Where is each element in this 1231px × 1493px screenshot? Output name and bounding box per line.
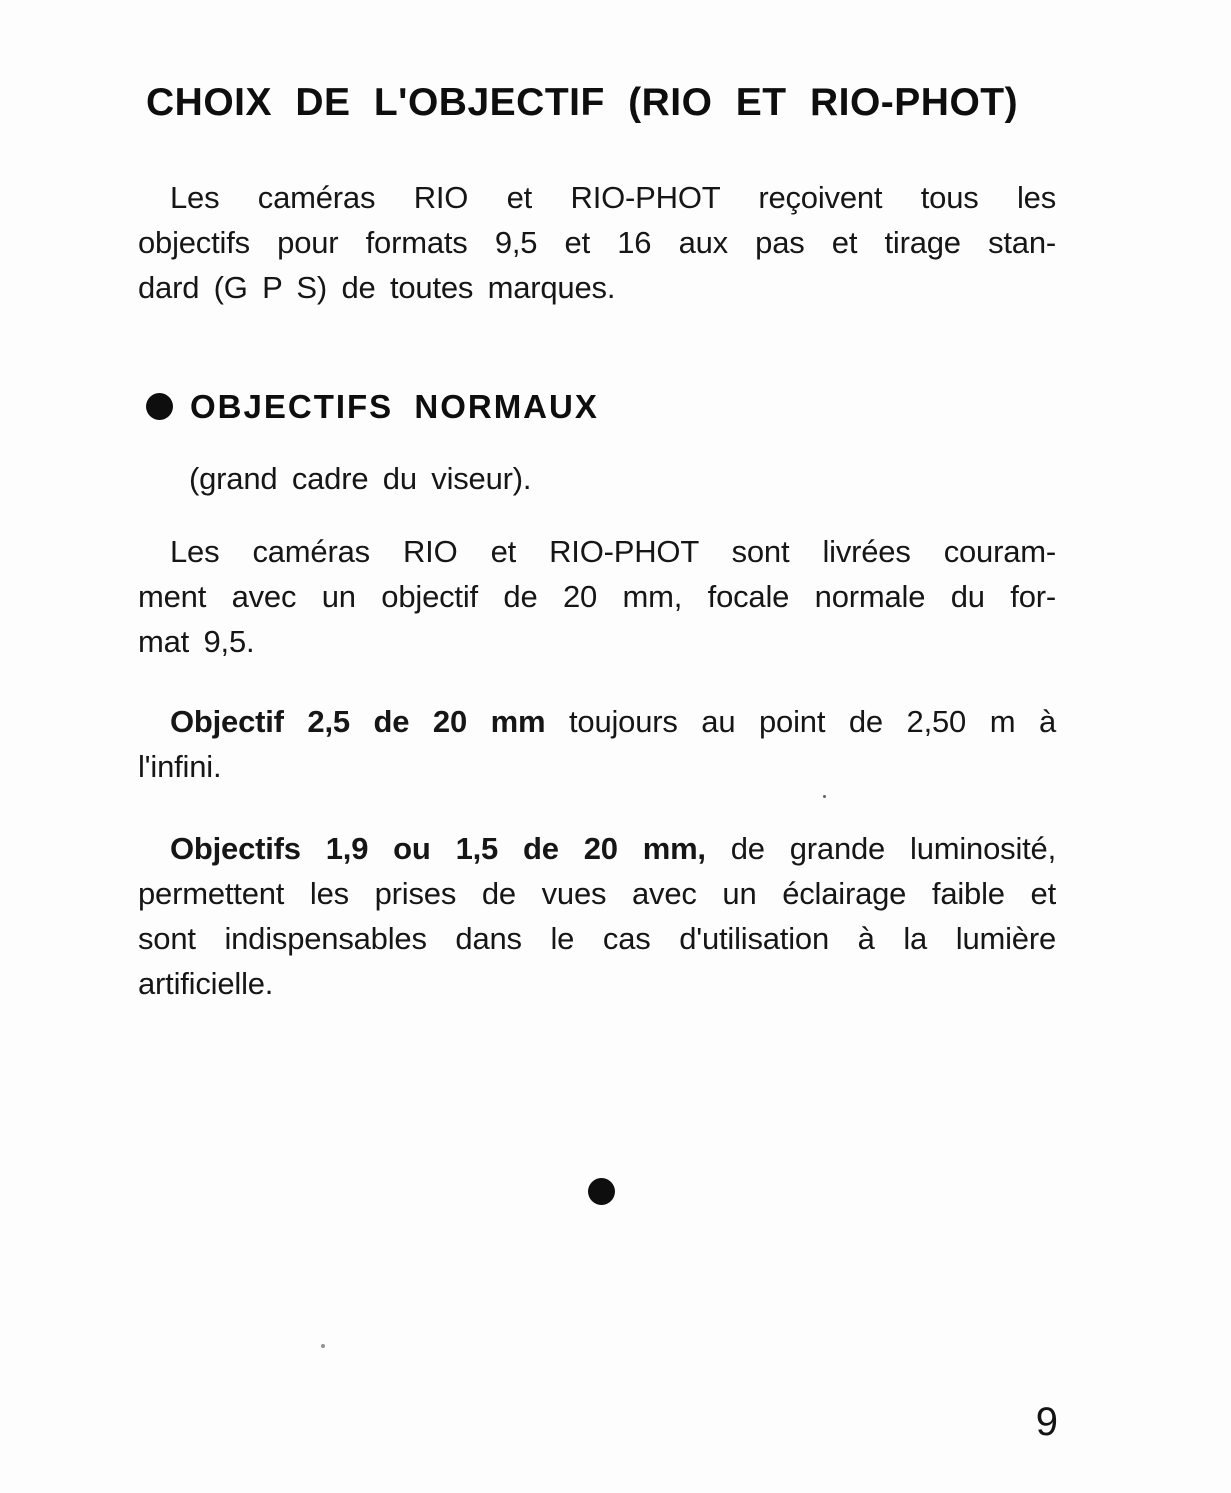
text-segment: de grande luminosité, xyxy=(705,831,1056,866)
text-line: dard (G P S) de toutes marques. xyxy=(138,270,616,305)
scan-speck xyxy=(823,795,826,798)
paragraph-intro xyxy=(138,175,1056,310)
section-heading-objectifs-normaux xyxy=(146,384,599,429)
text-segment: toujours au point de 2,50 m à xyxy=(545,704,1056,739)
bullet-icon xyxy=(146,393,173,420)
text-line: Les caméras RIO et RIO-PHOT sont livrées couram- xyxy=(170,534,1056,569)
text-line xyxy=(138,826,1056,871)
page-number: 9 xyxy=(1035,1400,1058,1444)
text-line: artificielle. xyxy=(138,966,274,1001)
text-line: permettent les prises de vues avec un éclairage faible et xyxy=(138,876,1056,911)
paragraph-lens-1-9 xyxy=(138,826,1056,1006)
text-line: Les caméras RIO et RIO-PHOT reçoivent tous les xyxy=(170,180,1056,215)
text-line: objectifs pour formats 9,5 et 16 aux pas et tirage stan- xyxy=(138,225,1056,260)
bold-lead-in: Objectif 2,5 de 20 mm xyxy=(170,704,546,739)
bold-lead-in: Objectifs 1,9 ou 1,5 de 20 mm, xyxy=(170,831,706,866)
section-end-dot-icon xyxy=(588,1178,615,1205)
paragraph-normal-lenses xyxy=(138,529,1056,664)
paragraph-lens-2-5 xyxy=(138,699,1056,789)
text-line: sont indispensables dans le cas d'utilisation à la lumière xyxy=(138,921,1056,956)
text-line xyxy=(138,699,1056,744)
text-line: l'infini. xyxy=(138,749,222,784)
heading-subnote xyxy=(138,456,1056,501)
text-line: mat 9,5. xyxy=(138,624,255,659)
page-title: CHOIX DE L'OBJECTIF (RIO ET RIO-PHOT) xyxy=(146,81,1019,124)
scan-speck xyxy=(321,1344,325,1348)
text-line: ment avec un objectif de 20 mm, focale normale du for- xyxy=(138,579,1056,614)
section-heading-label: OBJECTIFS NORMAUX xyxy=(190,387,599,425)
text-line: (grand cadre du viseur). xyxy=(189,461,532,496)
